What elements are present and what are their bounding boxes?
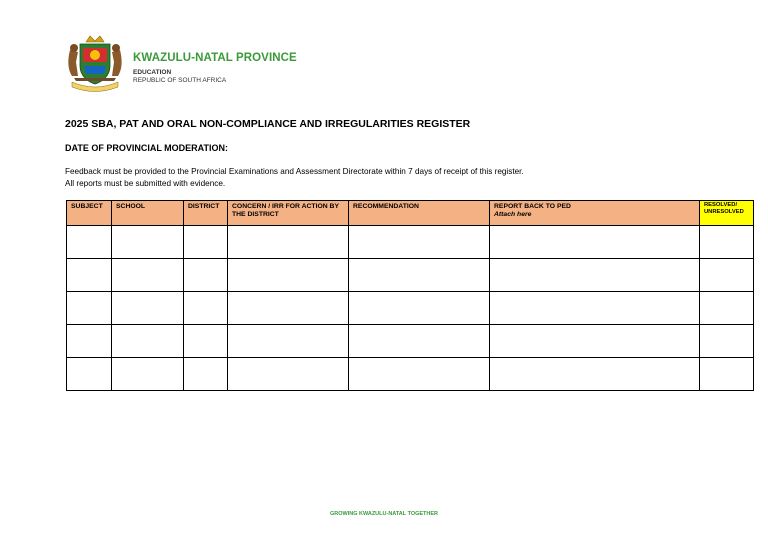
table-cell[interactable] [490, 325, 700, 358]
table-cell[interactable] [228, 292, 349, 325]
header-district: DISTRICT [184, 201, 228, 226]
table-cell[interactable] [67, 226, 112, 259]
table-cell[interactable] [490, 292, 700, 325]
feedback-note: Feedback must be provided to the Provincial Examinations and Assessment Directorate within 7 days of receipt of this register. [65, 167, 524, 176]
table-row [67, 259, 754, 292]
header-concern: CONCERN / IRR FOR ACTION BY THE DISTRICT [228, 201, 349, 226]
header-resolved: RESOLVED/ UNRESOLVED [700, 201, 754, 226]
table-cell[interactable] [228, 259, 349, 292]
table-cell[interactable] [184, 226, 228, 259]
header-subject: SUBJECT [67, 201, 112, 226]
footer-slogan: GROWING KWAZULU-NATAL TOGETHER [329, 511, 439, 517]
country-label: REPUBLIC OF SOUTH AFRICA [133, 77, 227, 84]
page-title: 2025 SBA, PAT AND ORAL NON-COMPLIANCE AND IRREGULARITIES REGISTER [65, 118, 471, 130]
header-recommendation: RECOMMENDATION [349, 201, 490, 226]
table-cell[interactable] [700, 226, 754, 259]
moderation-date-label: DATE OF PROVINCIAL MODERATION: [65, 143, 228, 153]
table-cell[interactable] [490, 226, 700, 259]
table-cell[interactable] [490, 259, 700, 292]
table-cell[interactable] [184, 358, 228, 391]
table-cell[interactable] [112, 358, 184, 391]
table-cell[interactable] [67, 325, 112, 358]
table-cell[interactable] [112, 325, 184, 358]
table-row [67, 325, 754, 358]
header-report-back [490, 201, 700, 226]
table-row [67, 358, 754, 391]
header-report-back-label: REPORT BACK TO PED [494, 203, 571, 210]
table-cell[interactable] [700, 325, 754, 358]
table-cell[interactable] [228, 226, 349, 259]
province-name: KWAZULU-NATAL PROVINCE [133, 52, 297, 64]
table-cell[interactable] [228, 358, 349, 391]
header-report-back-sublabel: Attach here [494, 211, 532, 218]
table-cell[interactable] [349, 358, 490, 391]
table-row [67, 226, 754, 259]
table-cell[interactable] [349, 325, 490, 358]
evidence-note: All reports must be submitted with evidence. [65, 179, 226, 188]
table-cell[interactable] [112, 226, 184, 259]
table-cell[interactable] [67, 259, 112, 292]
department-label: EDUCATION [133, 69, 172, 76]
table-row [67, 292, 754, 325]
table-cell[interactable] [700, 259, 754, 292]
table-header-row [67, 201, 754, 226]
table-cell[interactable] [700, 358, 754, 391]
table-cell[interactable] [349, 226, 490, 259]
table-cell[interactable] [112, 292, 184, 325]
table-cell[interactable] [112, 259, 184, 292]
header-school: SCHOOL [112, 201, 184, 226]
table-cell[interactable] [184, 292, 228, 325]
table-cell[interactable] [228, 325, 349, 358]
table-cell[interactable] [349, 259, 490, 292]
table-cell[interactable] [349, 292, 490, 325]
table-cell[interactable] [700, 292, 754, 325]
table-cell[interactable] [67, 358, 112, 391]
kzn-coat-of-arms-logo [64, 32, 126, 94]
table-cell[interactable] [184, 259, 228, 292]
table-cell[interactable] [490, 358, 700, 391]
table-cell[interactable] [184, 325, 228, 358]
table-cell[interactable] [67, 292, 112, 325]
register-table [66, 200, 754, 391]
